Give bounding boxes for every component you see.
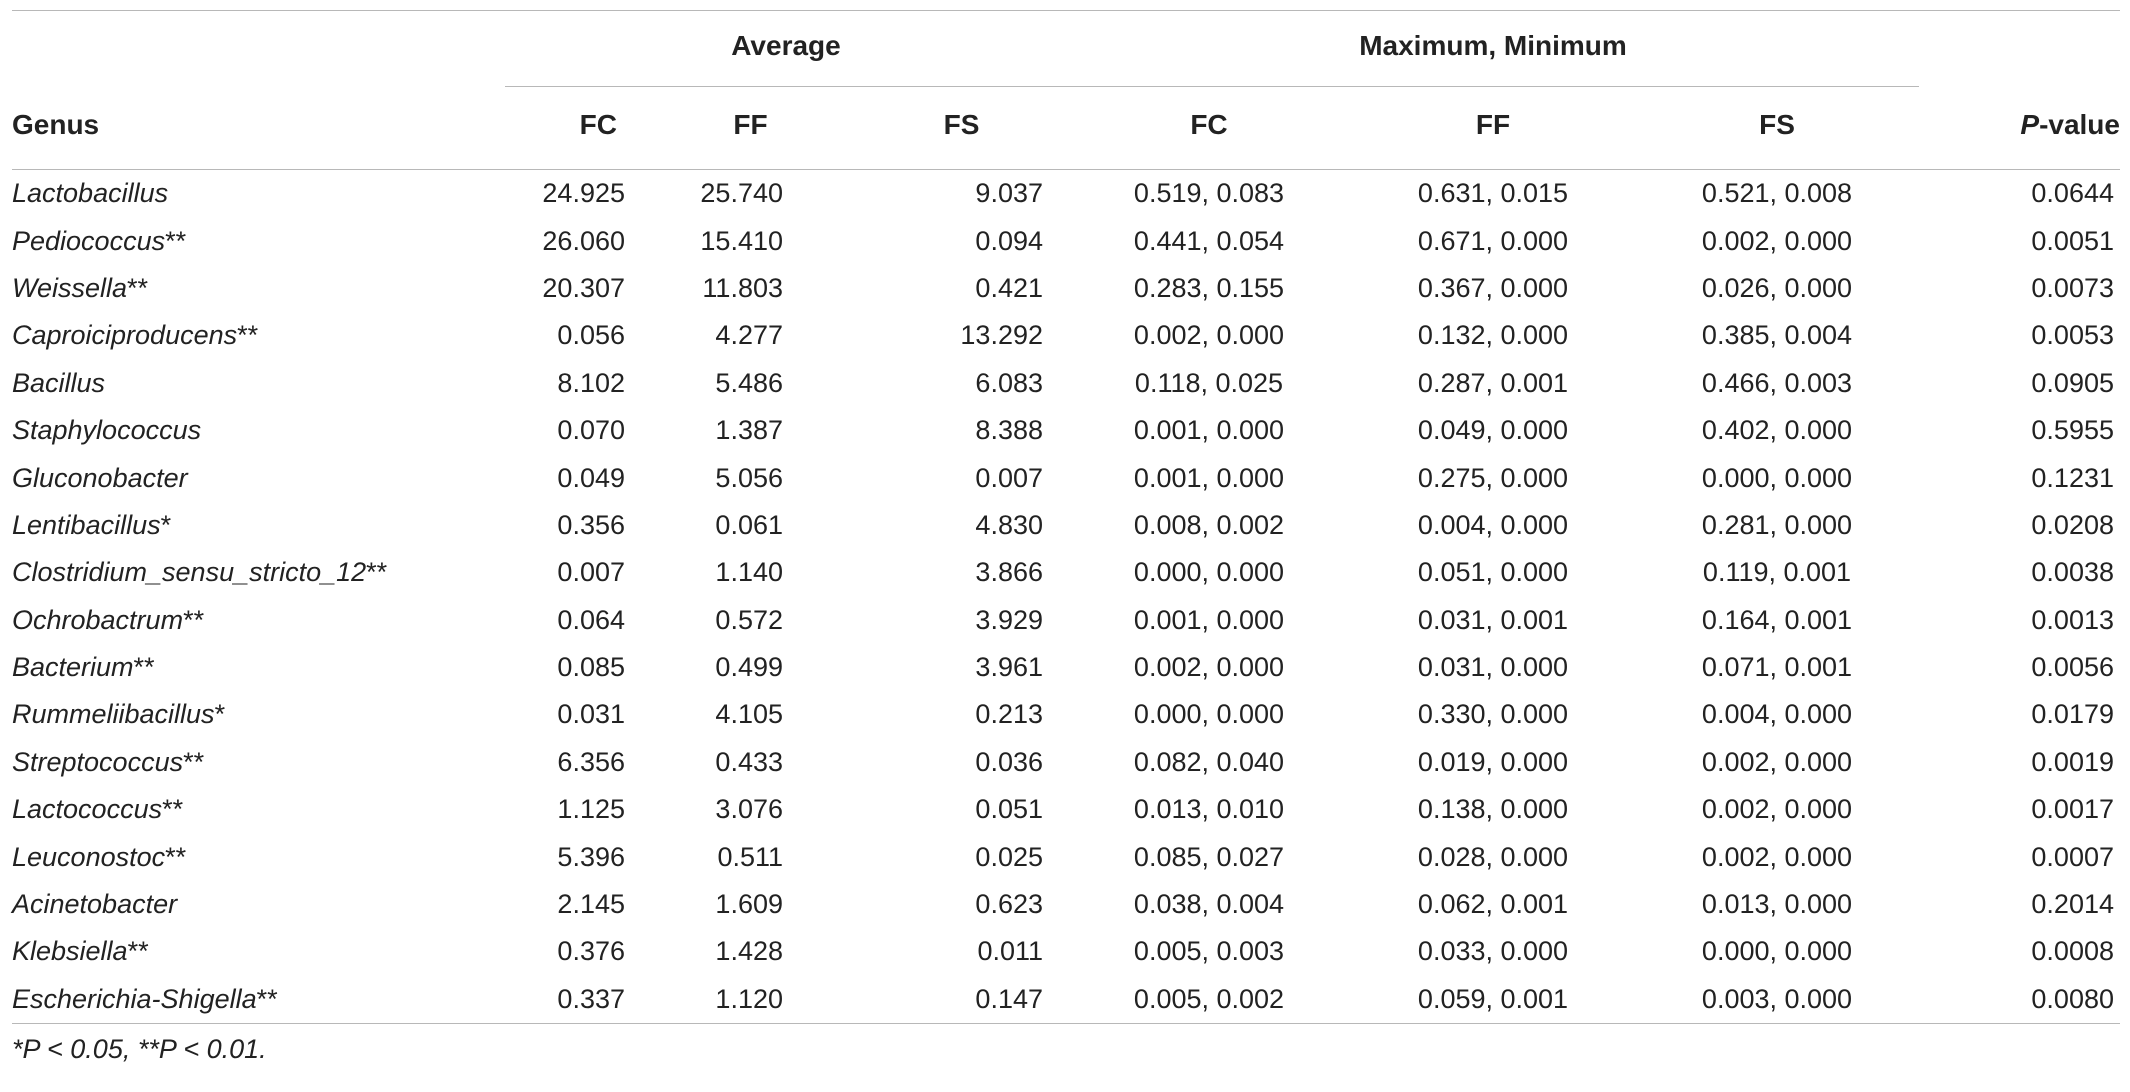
cell-mm-fs: 0.402, 0.000 xyxy=(1701,415,1853,446)
table-row xyxy=(12,644,2120,691)
cell-mm-ff: 0.059, 0.001 xyxy=(1417,983,1569,1014)
cell-mm-fs: 0.026, 0.000 xyxy=(1701,272,1853,303)
group-header-row xyxy=(12,11,2120,81)
cell-genus xyxy=(12,454,505,501)
cell-p-value: 0.0007 xyxy=(2031,841,2114,872)
cell-genus xyxy=(12,833,505,880)
cell-avg-ff: 0.061 xyxy=(715,509,783,540)
cell-genus xyxy=(12,928,505,975)
cell-p-value: 0.0080 xyxy=(2031,983,2114,1014)
table-row xyxy=(12,170,2120,217)
genus-name: Caproiciproducens xyxy=(12,320,238,351)
cell-mm-ff: 0.367, 0.000 xyxy=(1417,272,1569,303)
cell-p-value: 0.0019 xyxy=(2031,746,2114,777)
cell-mm-ff: 0.330, 0.000 xyxy=(1417,699,1569,730)
cell-avg-ff: 1.387 xyxy=(715,415,783,446)
significance-marker: ** xyxy=(366,557,388,588)
genus-name: Klebsiella xyxy=(12,936,128,967)
cell-avg-ff: 0.499 xyxy=(715,652,783,683)
cell-genus xyxy=(12,502,505,549)
cell-mm-fs: 0.004, 0.000 xyxy=(1701,699,1853,730)
significance-marker: ** xyxy=(127,272,149,303)
cell-mm-fc: 0.441, 0.054 xyxy=(1133,225,1285,256)
cell-mm-ff: 0.004, 0.000 xyxy=(1417,509,1569,540)
cell-avg-ff: 4.105 xyxy=(715,699,783,730)
significance-marker: ** xyxy=(237,320,259,351)
cell-mm-fs: 0.002, 0.000 xyxy=(1701,841,1853,872)
cell-avg-ff: 25.740 xyxy=(700,178,783,209)
cell-avg-ff: 0.511 xyxy=(717,841,783,872)
cell-mm-fc: 0.038, 0.004 xyxy=(1133,889,1285,920)
cell-avg-ff: 5.486 xyxy=(715,367,783,398)
cell-avg-fs: 13.292 xyxy=(960,320,1043,351)
cell-avg-fc: 0.337 xyxy=(557,983,625,1014)
cell-genus xyxy=(12,644,505,691)
cell-avg-ff: 3.076 xyxy=(715,794,783,825)
genus-name: Lactobacillus xyxy=(12,178,169,209)
cell-p-value: 0.0056 xyxy=(2031,652,2114,683)
genus-name: Escherichia-Shigella xyxy=(12,983,257,1014)
group-header-average: Average xyxy=(505,11,1067,81)
cell-mm-fc: 0.001, 0.000 xyxy=(1133,415,1285,446)
table-row xyxy=(12,691,2120,738)
table-row xyxy=(12,786,2120,833)
cell-avg-ff: 1.120 xyxy=(715,983,783,1014)
table-footnote: *P < 0.05, **P < 0.01. xyxy=(12,1034,267,1065)
cell-genus xyxy=(12,170,505,217)
cell-mm-fc: 0.118, 0.025 xyxy=(1134,367,1284,398)
cell-avg-fs: 3.866 xyxy=(975,557,1043,588)
cell-mm-ff: 0.031, 0.000 xyxy=(1417,652,1569,683)
cell-avg-fc: 0.064 xyxy=(557,604,625,635)
cell-mm-fc: 0.008, 0.002 xyxy=(1133,509,1285,540)
cell-avg-fs: 3.961 xyxy=(975,652,1043,683)
cell-mm-ff: 0.062, 0.001 xyxy=(1417,889,1569,920)
cell-mm-fs: 0.119, 0.001 xyxy=(1702,557,1852,588)
genus-name: Streptococcus xyxy=(12,746,184,777)
cell-mm-fs: 0.013, 0.000 xyxy=(1701,889,1853,920)
cell-avg-fs: 0.147 xyxy=(975,983,1043,1014)
cell-avg-fs: 8.388 xyxy=(975,415,1043,446)
cell-mm-ff: 0.051, 0.000 xyxy=(1417,557,1569,588)
cell-avg-fc: 6.356 xyxy=(557,746,625,777)
cell-p-value: 0.2014 xyxy=(2031,889,2114,920)
cell-p-value: 0.0017 xyxy=(2031,794,2114,825)
cell-p-value: 0.0208 xyxy=(2031,509,2114,540)
cell-avg-fs: 0.421 xyxy=(975,272,1043,303)
significance-marker: ** xyxy=(256,983,278,1014)
cell-mm-fs: 0.002, 0.000 xyxy=(1701,746,1853,777)
cell-avg-fs: 6.083 xyxy=(975,367,1043,398)
cell-mm-ff: 0.671, 0.000 xyxy=(1417,225,1569,256)
cell-avg-fc: 0.356 xyxy=(557,509,625,540)
cell-avg-ff: 0.433 xyxy=(715,746,783,777)
genus-name: Gluconobacter xyxy=(12,462,188,493)
cell-mm-fs: 0.000, 0.000 xyxy=(1701,936,1853,967)
cell-avg-ff: 4.277 xyxy=(715,320,783,351)
cell-p-value: 0.0073 xyxy=(2031,272,2114,303)
genus-name: Leuconostoc xyxy=(12,841,166,872)
cell-p-value: 0.1231 xyxy=(2031,462,2114,493)
cell-avg-fc: 0.376 xyxy=(557,936,625,967)
column-header-row xyxy=(12,81,2120,170)
cell-avg-fs: 0.051 xyxy=(975,794,1043,825)
cell-avg-ff: 1.140 xyxy=(715,557,783,588)
cell-avg-fc: 8.102 xyxy=(557,367,625,398)
cell-avg-fs: 0.094 xyxy=(975,225,1043,256)
genus-name: Acinetobacter xyxy=(12,889,178,920)
col-header-mm-ff: FF xyxy=(1475,109,1511,140)
cell-avg-fc: 0.007 xyxy=(557,557,625,588)
cell-genus xyxy=(12,597,505,644)
cell-mm-fs: 0.164, 0.001 xyxy=(1701,604,1853,635)
cell-mm-fc: 0.000, 0.000 xyxy=(1133,557,1285,588)
cell-p-value: 0.0008 xyxy=(2031,936,2114,967)
cell-mm-fs: 0.281, 0.000 xyxy=(1701,509,1853,540)
genus-name: Weissella xyxy=(12,272,128,303)
cell-genus xyxy=(12,739,505,786)
cell-p-value: 0.0051 xyxy=(2031,225,2114,256)
cell-mm-fc: 0.082, 0.040 xyxy=(1133,746,1285,777)
cell-mm-ff: 0.019, 0.000 xyxy=(1417,746,1569,777)
cell-avg-fc: 0.031 xyxy=(557,699,625,730)
cell-genus xyxy=(12,976,505,1024)
cell-avg-fs: 4.830 xyxy=(975,509,1043,540)
cell-avg-fc: 0.056 xyxy=(557,320,625,351)
genus-name: Ochrobactrum xyxy=(12,604,184,635)
cell-mm-ff: 0.631, 0.015 xyxy=(1417,178,1569,209)
cell-mm-fc: 0.000, 0.000 xyxy=(1133,699,1285,730)
cell-genus xyxy=(12,360,505,407)
cell-genus xyxy=(12,549,505,596)
cell-mm-fs: 0.003, 0.000 xyxy=(1701,983,1853,1014)
cell-genus xyxy=(12,407,505,454)
table-row xyxy=(12,739,2120,786)
cell-p-value: 0.0644 xyxy=(2031,178,2114,209)
cell-avg-ff: 0.572 xyxy=(715,604,783,635)
cell-genus xyxy=(12,881,505,928)
cell-mm-ff: 0.287, 0.001 xyxy=(1417,367,1569,398)
significance-marker: * xyxy=(214,699,226,730)
cell-mm-ff: 0.028, 0.000 xyxy=(1417,841,1569,872)
cell-mm-fc: 0.005, 0.003 xyxy=(1133,936,1285,967)
cell-avg-fc: 0.070 xyxy=(557,415,625,446)
cell-genus xyxy=(12,312,505,359)
table-row xyxy=(12,881,2120,928)
col-header-avg-fc: FC xyxy=(579,109,617,140)
cell-genus xyxy=(12,265,505,312)
significance-marker: * xyxy=(160,509,172,540)
significance-marker: ** xyxy=(162,794,184,825)
cell-avg-fs: 9.037 xyxy=(975,178,1043,209)
significance-marker: ** xyxy=(133,652,155,683)
cell-p-value: 0.0038 xyxy=(2031,557,2114,588)
cell-avg-fc: 2.145 xyxy=(557,889,625,920)
cell-avg-fs: 0.213 xyxy=(975,699,1043,730)
cell-mm-fs: 0.002, 0.000 xyxy=(1701,794,1853,825)
cell-genus xyxy=(12,691,505,738)
table-row xyxy=(12,502,2120,549)
col-header-avg-fs: FS xyxy=(943,109,980,140)
table-row xyxy=(12,976,2120,1024)
genus-name: Lactococcus xyxy=(12,794,163,825)
cell-mm-fc: 0.283, 0.155 xyxy=(1133,272,1285,303)
cell-mm-fc: 0.013, 0.010 xyxy=(1133,794,1285,825)
cell-mm-fs: 0.000, 0.000 xyxy=(1701,462,1853,493)
table-row xyxy=(12,928,2120,975)
cell-avg-fs: 0.623 xyxy=(975,889,1043,920)
cell-avg-ff: 1.428 xyxy=(715,936,783,967)
cell-avg-fc: 1.125 xyxy=(557,794,625,825)
cell-avg-fc: 20.307 xyxy=(542,272,625,303)
table-row xyxy=(12,597,2120,644)
table-body xyxy=(12,170,2120,1024)
cell-mm-fc: 0.002, 0.000 xyxy=(1133,652,1285,683)
cell-mm-fc: 0.002, 0.000 xyxy=(1133,320,1285,351)
cell-mm-ff: 0.031, 0.001 xyxy=(1417,604,1569,635)
cell-p-value: 0.0053 xyxy=(2031,320,2114,351)
cell-mm-fs: 0.071, 0.001 xyxy=(1701,652,1853,683)
cell-avg-fs: 3.929 xyxy=(975,604,1043,635)
genus-name: Bacillus xyxy=(12,367,106,398)
cell-mm-ff: 0.049, 0.000 xyxy=(1417,415,1569,446)
cell-avg-fs: 0.025 xyxy=(975,841,1043,872)
cell-mm-fs: 0.385, 0.004 xyxy=(1701,320,1853,351)
cell-avg-ff: 5.056 xyxy=(715,462,783,493)
cell-avg-fc: 0.085 xyxy=(557,652,625,683)
significance-marker: ** xyxy=(165,225,187,256)
cell-avg-fc: 24.925 xyxy=(542,178,625,209)
cell-mm-ff: 0.033, 0.000 xyxy=(1417,936,1569,967)
table-row xyxy=(12,833,2120,880)
table-row xyxy=(12,407,2120,454)
genus-name: Pediococcus xyxy=(12,225,166,256)
cell-avg-ff: 11.803 xyxy=(702,272,783,303)
table-row xyxy=(12,454,2120,501)
cell-mm-ff: 0.275, 0.000 xyxy=(1417,462,1569,493)
cell-avg-fc: 0.049 xyxy=(557,462,625,493)
cell-p-value: 0.5955 xyxy=(2031,415,2114,446)
cell-avg-ff: 1.609 xyxy=(715,889,783,920)
table-row xyxy=(12,312,2120,359)
table-row xyxy=(12,265,2120,312)
cell-avg-ff: 15.410 xyxy=(700,225,783,256)
cell-p-value: 0.0179 xyxy=(2031,699,2114,730)
genus-name: Bacterium xyxy=(12,652,134,683)
cell-mm-fs: 0.521, 0.008 xyxy=(1701,178,1853,209)
cell-mm-fc: 0.005, 0.002 xyxy=(1133,983,1285,1014)
cell-p-value: 0.0905 xyxy=(2031,367,2114,398)
cell-mm-fc: 0.085, 0.027 xyxy=(1133,841,1285,872)
cell-mm-ff: 0.138, 0.000 xyxy=(1417,794,1569,825)
genus-name: Staphylococcus xyxy=(12,415,202,446)
genus-name: Clostridium_sensu_stricto_12 xyxy=(12,557,367,588)
col-header-mm-fs: FS xyxy=(1759,109,1795,140)
cell-avg-fs: 0.011 xyxy=(977,936,1043,967)
cell-avg-fc: 5.396 xyxy=(557,841,625,872)
cell-mm-fs: 0.466, 0.003 xyxy=(1701,367,1853,398)
cell-p-value: 0.0013 xyxy=(2031,604,2114,635)
genus-abundance-table xyxy=(12,10,2120,1024)
cell-mm-ff: 0.132, 0.000 xyxy=(1417,320,1569,351)
cell-genus xyxy=(12,786,505,833)
genus-name: Lentibacillus xyxy=(12,509,161,540)
cell-mm-fc: 0.001, 0.000 xyxy=(1133,462,1285,493)
cell-avg-fc: 26.060 xyxy=(542,225,625,256)
cell-avg-fs: 0.007 xyxy=(975,462,1043,493)
significance-marker: ** xyxy=(183,746,205,777)
significance-marker: ** xyxy=(165,841,187,872)
table-row xyxy=(12,549,2120,596)
col-header-avg-ff: FF xyxy=(733,109,768,140)
cell-mm-fs: 0.002, 0.000 xyxy=(1701,225,1853,256)
table-row xyxy=(12,360,2120,407)
col-header-mm-fc: FC xyxy=(1190,109,1228,140)
genus-name: Rummeliibacillus xyxy=(12,699,215,730)
col-header-p-value: P-value xyxy=(2020,109,2120,140)
cell-genus xyxy=(12,217,505,264)
cell-mm-fc: 0.001, 0.000 xyxy=(1133,604,1285,635)
table-row xyxy=(12,217,2120,264)
cell-avg-fs: 0.036 xyxy=(975,746,1043,777)
cell-mm-fc: 0.519, 0.083 xyxy=(1133,178,1285,209)
data-table-frame xyxy=(12,10,2120,1065)
group-header-maxmin: Maximum, Minimum xyxy=(1067,11,1919,81)
significance-marker: ** xyxy=(127,936,149,967)
col-header-genus: Genus xyxy=(12,109,100,140)
significance-marker: ** xyxy=(183,604,205,635)
